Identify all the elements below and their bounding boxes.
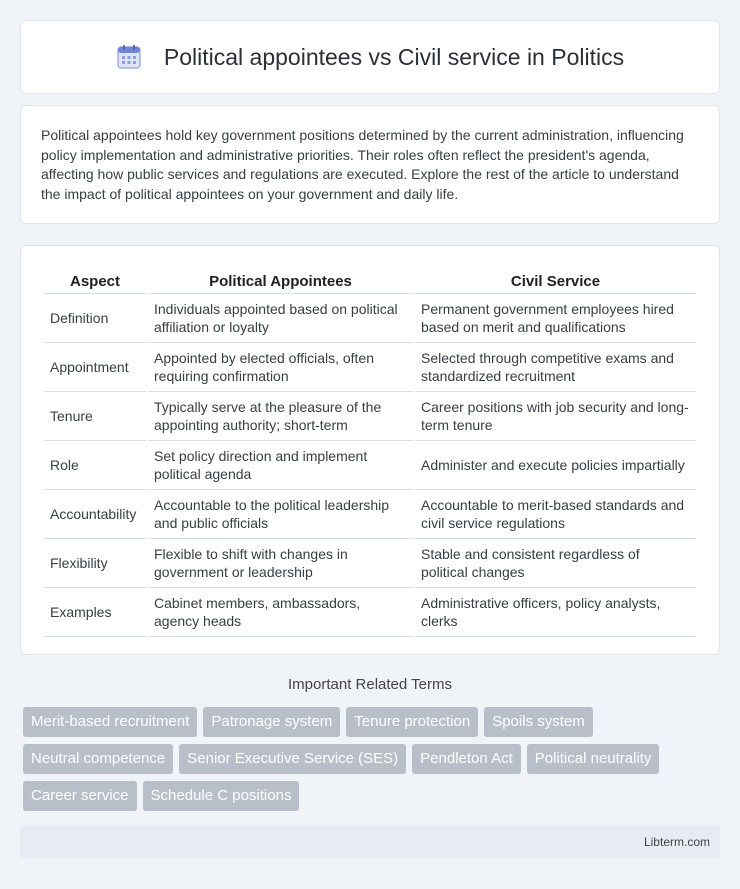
civil-service-cell: Permanent government employees hired based on merit and qualifications xyxy=(415,294,696,343)
political-appointees-cell: Accountable to the political leadership and public officials xyxy=(148,490,413,539)
related-term-tag[interactable]: Senior Executive Service (SES) xyxy=(179,744,406,774)
table-row xyxy=(44,441,696,490)
comparison-card xyxy=(20,245,720,655)
table-row xyxy=(44,294,696,343)
column-header-political-appointees: Political Appointees xyxy=(148,266,413,294)
column-header-civil-service: Civil Service xyxy=(415,266,696,294)
civil-service-cell: Administrative officers, policy analysts, clerks xyxy=(415,588,696,637)
civil-service-cell: Career positions with job security and long-term tenure xyxy=(415,392,696,441)
political-appointees-cell: Appointed by elected officials, often requiring confirmation xyxy=(148,343,413,392)
intro-text: Political appointees hold key government positions determined by the current administration, influencing policy implementation and administrative priorities. Their roles often reflect the president's agenda, affecting how public services and regulations are executed. Explore the rest of the article to understand the impact of political appointees on your government and daily life. xyxy=(41,127,684,202)
related-term-tag[interactable]: Tenure protection xyxy=(346,707,478,737)
table-row xyxy=(44,490,696,539)
related-terms-title: Important Related Terms xyxy=(288,676,452,693)
political-appointees-cell: Set policy direction and implement political agenda xyxy=(148,441,413,490)
related-term-tag[interactable]: Neutral competence xyxy=(23,744,173,774)
table-row xyxy=(44,392,696,441)
related-term-tag[interactable]: Schedule C positions xyxy=(143,781,300,811)
aspect-cell: Examples xyxy=(44,588,146,637)
related-term-tag[interactable]: Merit-based recruitment xyxy=(23,707,197,737)
civil-service-cell: Administer and execute policies impartially xyxy=(415,441,696,490)
civil-service-cell: Accountable to merit-based standards and civil service regulations xyxy=(415,490,696,539)
footer xyxy=(20,825,720,858)
page-title: Political appointees vs Civil service in Politics xyxy=(163,43,625,70)
aspect-cell: Tenure xyxy=(44,392,146,441)
table-header-row xyxy=(44,266,696,294)
calendar-icon xyxy=(116,44,142,70)
political-appointees-cell: Flexible to shift with changes in government or leadership xyxy=(148,539,413,588)
political-appointees-cell: Typically serve at the pleasure of the appointing authority; short-term xyxy=(148,392,413,441)
comparison-table xyxy=(42,266,698,637)
political-appointees-cell: Cabinet members, ambassadors, agency heads xyxy=(148,588,413,637)
related-term-tag[interactable]: Pendleton Act xyxy=(412,744,521,774)
table-row xyxy=(44,588,696,637)
table-row xyxy=(44,539,696,588)
related-term-tag[interactable]: Spoils system xyxy=(484,707,593,737)
header-card xyxy=(20,20,720,94)
aspect-cell: Appointment xyxy=(44,343,146,392)
aspect-cell: Accountability xyxy=(44,490,146,539)
political-appointees-cell: Individuals appointed based on political affiliation or loyalty xyxy=(148,294,413,343)
footer-site-link[interactable]: Libterm.com xyxy=(643,834,710,849)
aspect-cell: Flexibility xyxy=(44,539,146,588)
civil-service-cell: Stable and consistent regardless of political changes xyxy=(415,539,696,588)
aspect-cell: Role xyxy=(44,441,146,490)
table-row xyxy=(44,343,696,392)
related-term-tag[interactable]: Political neutrality xyxy=(527,744,660,774)
aspect-cell: Definition xyxy=(44,294,146,343)
intro-card xyxy=(20,105,720,224)
related-term-tag[interactable]: Career service xyxy=(23,781,137,811)
civil-service-cell: Selected through competitive exams and standardized recruitment xyxy=(415,343,696,392)
column-header-aspect: Aspect xyxy=(44,266,146,294)
related-terms-list xyxy=(23,707,723,818)
related-term-tag[interactable]: Patronage system xyxy=(203,707,340,737)
